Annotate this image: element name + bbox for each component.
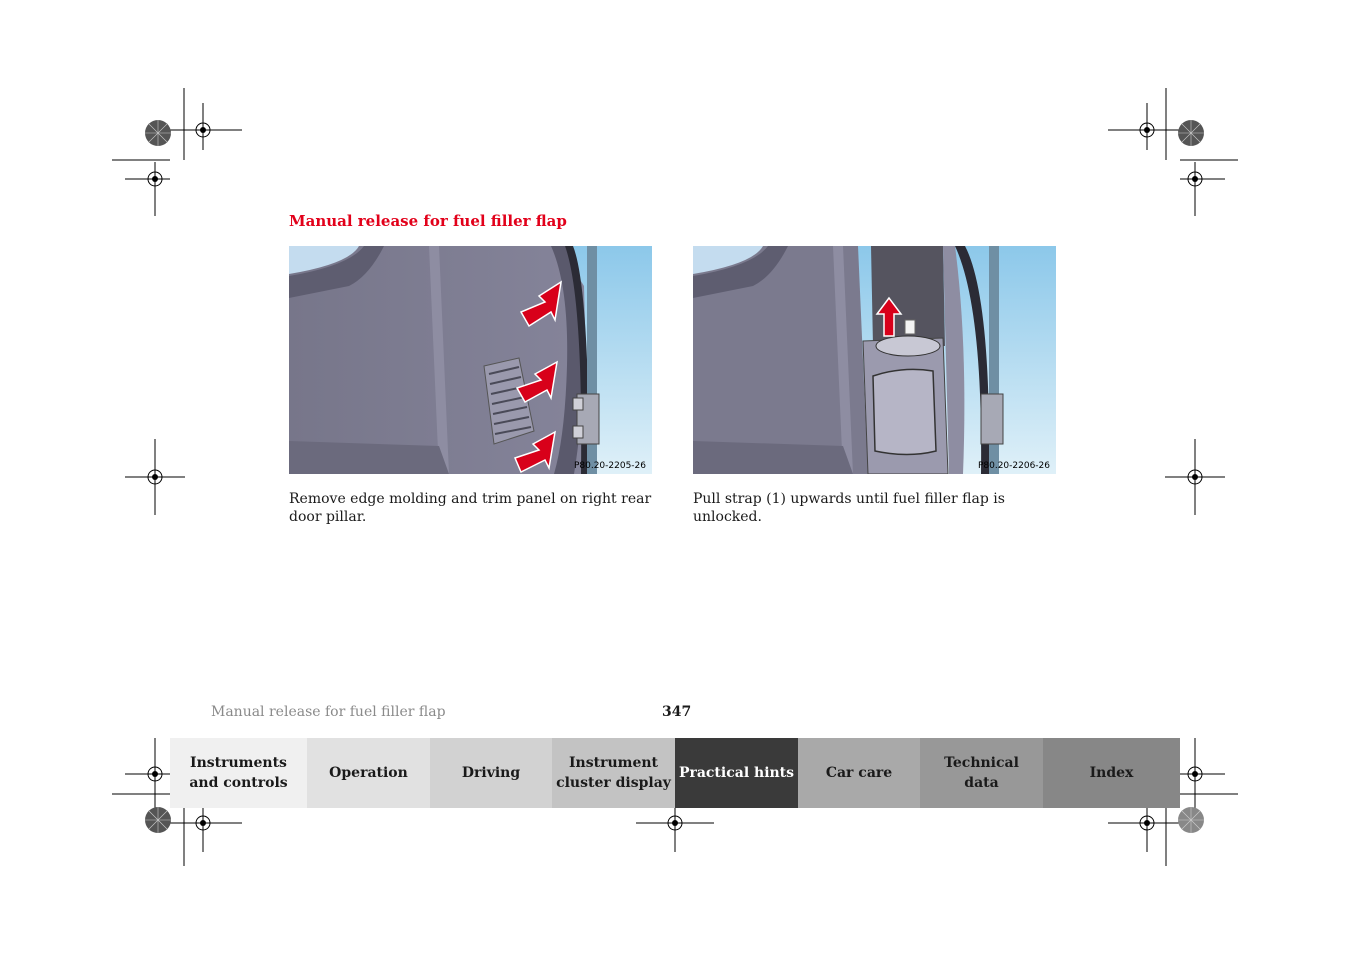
tab-instruments-and-controls[interactable]: Instruments and controls: [170, 738, 307, 808]
figure-remove-trim-panel: [289, 246, 652, 474]
chapter-nav: [170, 738, 1180, 808]
figure-code: P80.20-2205-26: [573, 461, 646, 471]
figure-code: P80.20-2206-26: [977, 461, 1050, 471]
tab-technical-data[interactable]: Technical data: [920, 738, 1043, 808]
section-heading: Manual release for fuel filler flap: [289, 212, 567, 230]
tab-operation[interactable]: Operation: [307, 738, 430, 808]
tab-instrument-cluster-display[interactable]: Instrument cluster display: [552, 738, 675, 808]
caption-remove-trim-panel: Remove edge molding and trim panel on right rear door pillar.: [289, 491, 652, 525]
tab-practical-hints[interactable]: Practical hints: [675, 738, 798, 808]
caption-pull-strap: Pull strap (1) upwards until fuel filler flap is unlocked.: [693, 491, 1005, 525]
tab-index[interactable]: Index: [1043, 738, 1180, 808]
page-number: 347: [662, 704, 692, 720]
figure-pull-strap: [693, 246, 1056, 474]
footer-section-title: Manual release for fuel filler flap: [211, 704, 446, 720]
tab-driving[interactable]: Driving: [430, 738, 552, 808]
tab-car-care[interactable]: Car care: [798, 738, 920, 808]
illustration-door-pillar: [289, 246, 652, 474]
illustration-fuel-flap: [693, 246, 1056, 474]
